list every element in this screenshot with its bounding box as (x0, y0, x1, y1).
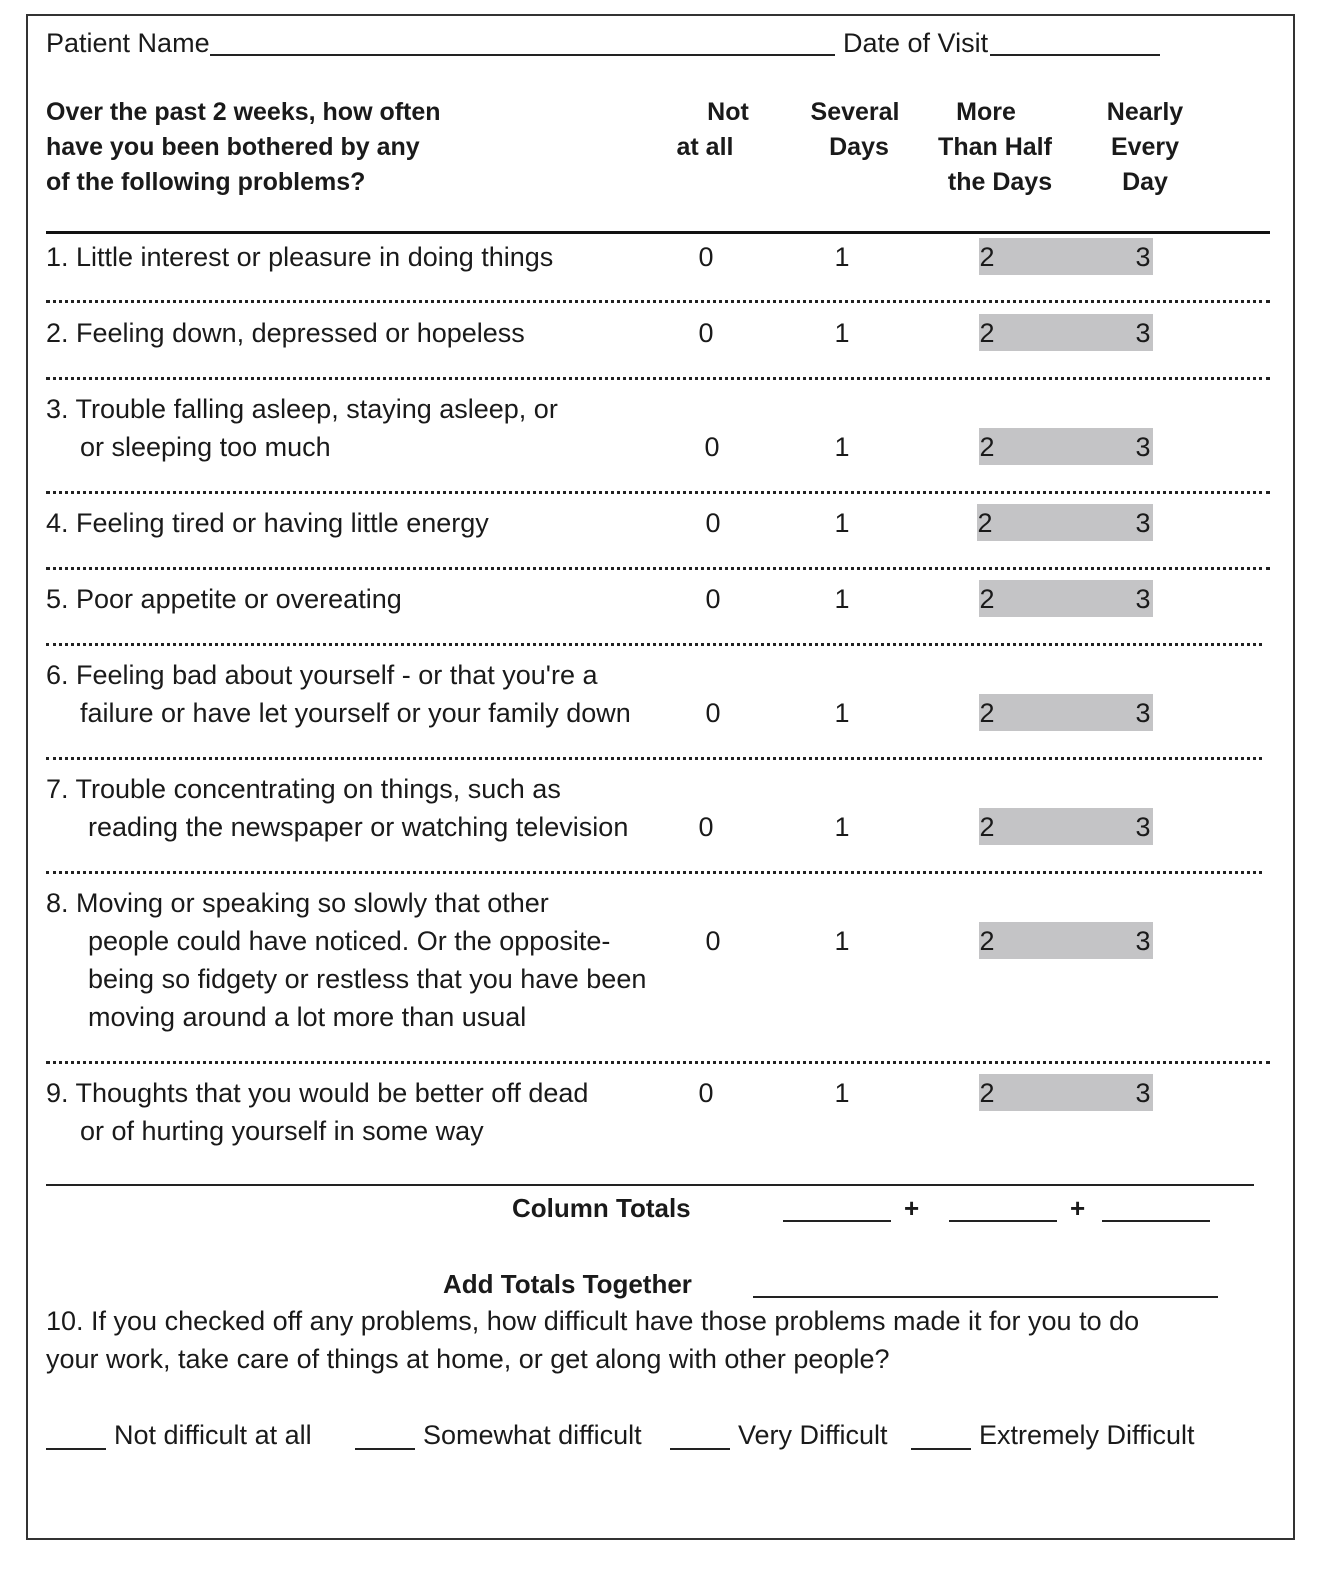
item-8-text-line2: people could have noticed. Or the opposite- (88, 926, 611, 956)
row-divider (46, 871, 1262, 874)
item-8-score-0[interactable]: 0 (705, 926, 721, 956)
column-total-field-2[interactable] (949, 1220, 1057, 1222)
item-8-shaded-cell (979, 922, 1153, 959)
item-2-score-3[interactable]: 3 (1135, 318, 1151, 348)
item-8-score-2[interactable]: 2 (979, 926, 995, 956)
q10-option-1-label: Not difficult at all (114, 1420, 312, 1450)
item-3-score-0[interactable]: 0 (704, 432, 720, 462)
item-9-score-1[interactable]: 1 (834, 1078, 850, 1108)
column-total-field-1[interactable] (783, 1220, 891, 1222)
row-divider (46, 1061, 1270, 1064)
item-2-text: 2. Feeling down, depressed or hopeless (46, 318, 525, 348)
header-rule (46, 231, 1270, 234)
item-5-text: 5. Poor appetite or overeating (46, 584, 402, 614)
item-9-score-2[interactable]: 2 (979, 1078, 995, 1108)
row-divider (46, 377, 1270, 380)
item-7-score-1[interactable]: 1 (834, 812, 850, 842)
item-1-score-3[interactable]: 3 (1135, 242, 1151, 272)
item-1-score-0[interactable]: 0 (698, 242, 714, 272)
item-3-text-line1: 3. Trouble falling asleep, staying asleep, or (46, 394, 558, 424)
item-6-score-1[interactable]: 1 (834, 698, 850, 728)
item-9-text-line2: or of hurting yourself in some way (80, 1116, 484, 1146)
item-7-shaded-cell (979, 808, 1153, 845)
column-header-nearly-every-day: Nearly Every Day (1106, 98, 1184, 196)
add-totals-label: Add Totals Together (443, 1269, 692, 1299)
item-7-score-2[interactable]: 2 (979, 812, 995, 842)
item-3-score-1[interactable]: 1 (834, 432, 850, 462)
item-6-score-0[interactable]: 0 (705, 698, 721, 728)
row-divider (46, 491, 1270, 494)
item-2-score-0[interactable]: 0 (698, 318, 714, 348)
q10-option-3-blank[interactable] (670, 1448, 730, 1450)
column-header-several-days: Several Days (810, 98, 900, 161)
item-3-text-line2: or sleeping too much (80, 432, 331, 462)
item-5-score-2[interactable]: 2 (979, 584, 995, 614)
item-9-shaded-cell (979, 1074, 1153, 1111)
q10-option-2-label: Somewhat difficult (423, 1420, 642, 1450)
item-8-text-line4: moving around a lot more than usual (88, 1002, 527, 1032)
item-9-text-line1: 9. Thoughts that you would be better off dead (46, 1078, 589, 1108)
item-7-score-3[interactable]: 3 (1135, 812, 1151, 842)
item-5-score-1[interactable]: 1 (834, 584, 850, 614)
item-2-shaded-cell (979, 314, 1153, 351)
item-6-text-line2: failure or have let yourself or your family down (80, 698, 631, 728)
row-divider (46, 643, 1262, 646)
plus-sign: + (904, 1193, 920, 1223)
item-7-text-line2: reading the newspaper or watching television (88, 812, 629, 842)
item-8-score-1[interactable]: 1 (834, 926, 850, 956)
item-8-text-line1: 8. Moving or speaking so slowly that other (46, 888, 549, 918)
item-6-text-line1: 6. Feeling bad about yourself - or that you're a (46, 660, 598, 690)
item-6-shaded-cell (979, 694, 1153, 731)
q10-option-2-blank[interactable] (355, 1448, 415, 1450)
item-4-score-0[interactable]: 0 (705, 508, 721, 538)
item-4-score-3[interactable]: 3 (1135, 508, 1151, 538)
question-prompt: Over the past 2 weeks, how often have you been bothered by any of the following problems? (46, 98, 441, 196)
item-5-score-0[interactable]: 0 (705, 584, 721, 614)
column-header-more-than-half: More Than Half the Days (938, 98, 1053, 196)
item-3-score-2[interactable]: 2 (979, 432, 995, 462)
item-1-text: 1. Little interest or pleasure in doing things (46, 242, 554, 272)
row-divider (46, 757, 1262, 760)
item-1-score-1[interactable]: 1 (834, 242, 850, 272)
column-header-not-at-all: Not at all (676, 98, 749, 161)
q10-option-1-blank[interactable] (46, 1448, 106, 1450)
item-1-score-2[interactable]: 2 (979, 242, 995, 272)
item-8-score-3[interactable]: 3 (1135, 926, 1151, 956)
item-4-score-1[interactable]: 1 (834, 508, 850, 538)
q10-option-4-blank[interactable] (911, 1448, 971, 1450)
date-of-visit-field[interactable] (990, 54, 1160, 56)
item-7-score-0[interactable]: 0 (698, 812, 714, 842)
item-2-score-1[interactable]: 1 (834, 318, 850, 348)
plus-sign: + (1070, 1193, 1086, 1223)
column-totals-label: Column Totals (512, 1193, 691, 1223)
item-5-score-3[interactable]: 3 (1135, 584, 1151, 614)
q10-text-line2: your work, take care of things at home, or get along with other people? (46, 1344, 890, 1374)
q10-option-3-label: Very Difficult (738, 1420, 888, 1450)
item-2-score-2[interactable]: 2 (979, 318, 995, 348)
q10-option-4-label: Extremely Difficult (979, 1420, 1195, 1450)
item-4-score-2[interactable]: 2 (977, 508, 993, 538)
item-4-shaded-cell (977, 504, 1153, 541)
item-1-shaded-cell (979, 238, 1153, 275)
item-8-text-line3: being so fidgety or restless that you have been (88, 964, 647, 994)
item-6-score-2[interactable]: 2 (979, 698, 995, 728)
item-3-score-3[interactable]: 3 (1135, 432, 1151, 462)
q10-text-line1: 10. If you checked off any problems, how difficult have those problems made it for you to do (46, 1306, 1140, 1336)
row-divider (46, 567, 1270, 570)
item-6-score-3[interactable]: 3 (1135, 698, 1151, 728)
date-of-visit-label: Date of Visit (843, 28, 989, 58)
totals-rule (46, 1184, 1254, 1186)
item-5-shaded-cell (979, 580, 1153, 617)
item-4-text: 4. Feeling tired or having little energy (46, 508, 489, 538)
row-divider (46, 300, 1270, 303)
patient-name-field[interactable] (210, 54, 835, 56)
item-3-shaded-cell (979, 428, 1153, 465)
column-total-field-3[interactable] (1102, 1220, 1210, 1222)
item-9-score-0[interactable]: 0 (698, 1078, 714, 1108)
grand-total-field[interactable] (753, 1296, 1218, 1298)
patient-name-label: Patient Name (46, 28, 210, 58)
item-9-score-3[interactable]: 3 (1135, 1078, 1151, 1108)
item-7-text-line1: 7. Trouble concentrating on things, such as (46, 774, 561, 804)
